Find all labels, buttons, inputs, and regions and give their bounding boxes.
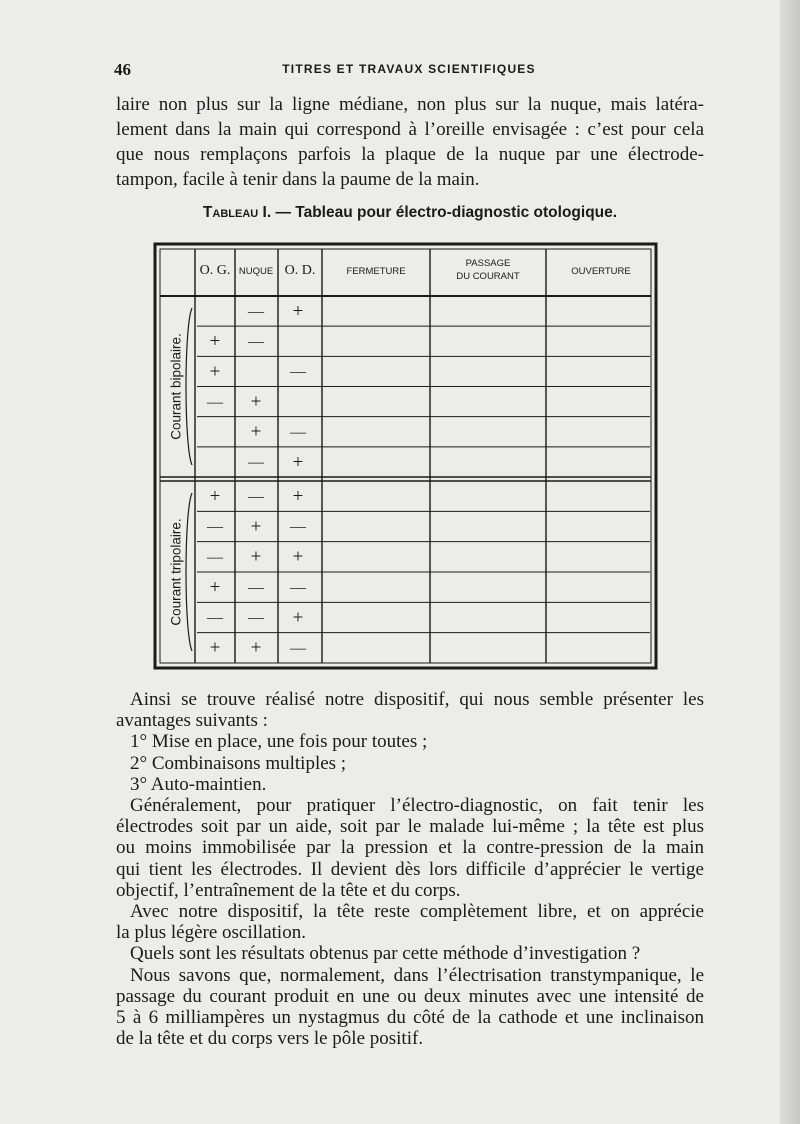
intro-line: que nous remplaçons parfois la plaque de la nuque par une électrode- [116,144,704,165]
table-sign-mark: — [248,303,264,321]
header-ouverture: OUVERTURE [571,266,631,277]
table-outer-border [155,244,656,668]
table-sign-mark: + [209,331,221,353]
body-line: passage du courant produit en une ou deux minutes avec une intensité de [116,985,704,1007]
running-title: TITRES ET TRAVAUX SCIENTIFIQUES [282,62,536,76]
body-line: 1° Mise en place, une fois pour toutes ; [130,731,428,753]
caption-label: Tableau [202,204,259,221]
table-sign-mark: + [292,300,304,322]
header-passage-1: PASSAGE [465,258,511,269]
body-line: Ainsi se trouve réalisé notre dispositif, qui nous semble présenter les [130,689,704,710]
table-sign-mark: + [292,451,304,473]
intro-line: tampon, facile à tenir dans la paume de la main. [116,169,480,190]
table-sign-mark: + [250,421,262,443]
header-od: O. D. [284,263,316,278]
table-sign-mark: + [209,361,221,383]
table-sign-mark: — [290,518,306,536]
body-line: qui tient les électrodes. Il devient dès lors difficile d’apprécier le vertige [116,858,704,880]
table-sign-mark: + [250,516,262,538]
table-sign-mark: + [250,546,262,568]
group-label: Courant bipolaire. [168,333,184,440]
table-sign-mark: — [248,488,264,506]
table-sign-mark: — [290,423,306,441]
table-sign-mark: — [290,579,306,597]
table-sign-mark: + [292,546,304,568]
body-line: 2° Combinaisons multiples ; [130,752,347,774]
intro-line: lement dans la main qui correspond à l’oreille envisagée : c’est pour cela [116,119,704,140]
table-sign-mark: — [248,609,264,627]
header-og: O. G. [199,263,231,278]
body-line: de la tête et du corps vers le pôle positif. [116,1028,424,1050]
table-sign-mark: + [209,637,221,659]
body-line: la plus légère oscillation. [116,922,306,944]
body-line: 5 à 6 milliampères un nystagmus du côté de la cathode et une inclinaison [116,1007,704,1028]
table-sign-mark: + [292,607,304,629]
header-fermeture: FERMETURE [346,266,406,277]
body-line: électrodes soit par un aide, soit par le malade lui-même ; la tête est plus [116,816,704,838]
group-label: Courant tripolaire. [168,518,184,626]
table-sign-mark: — [207,609,223,627]
body-line: Généralement, pour pratiquer l’électro-diagnostic, on fait tenir les [130,795,704,816]
page-number: 46 [114,60,131,79]
header-nuque: NUQUE [238,266,274,277]
table-sign-mark: — [207,518,223,536]
group-brace [186,493,192,651]
table-sign-mark: + [292,486,304,508]
table-sign-mark: — [207,393,223,411]
body-line: 3° Auto-maintien. [130,773,267,795]
group-brace [186,308,192,465]
header-passage-2: DU COURANT [456,271,520,282]
table-sign-mark: — [207,549,223,567]
body-line: objectif, l’entraînement de la tête et du corps. [116,879,461,901]
body-line: Nous savons que, normalement, dans l’électrisation transtympanique, le [130,964,704,986]
table-sign-mark: + [209,486,221,508]
caption-text: I. — Tableau pour électro-diagnostic otologique. [262,204,618,221]
table-sign-mark: — [248,579,264,597]
table-inner-border [160,249,651,663]
table-sign-mark: — [248,454,264,472]
table-sign-mark: — [248,333,264,351]
intro-line: laire non plus sur la ligne médiane, non plus sur la nuque, mais latéra- [116,94,704,115]
table-sign-mark: + [250,637,262,659]
table-sign-mark: — [290,363,306,381]
table-sign-mark: + [209,577,221,599]
body-line: Avec notre dispositif, la tête reste complètement libre, et on apprécie [130,901,704,922]
body-line: ou moins immobilisée par la pression et la contre-pression de la main [116,837,704,859]
table-sign-mark: + [250,391,262,413]
table-sign-mark: — [290,640,306,658]
body-line: Quels sont les résultats obtenus par cette méthode d’investigation ? [130,943,641,965]
body-line: avantages suivants : [116,710,268,732]
